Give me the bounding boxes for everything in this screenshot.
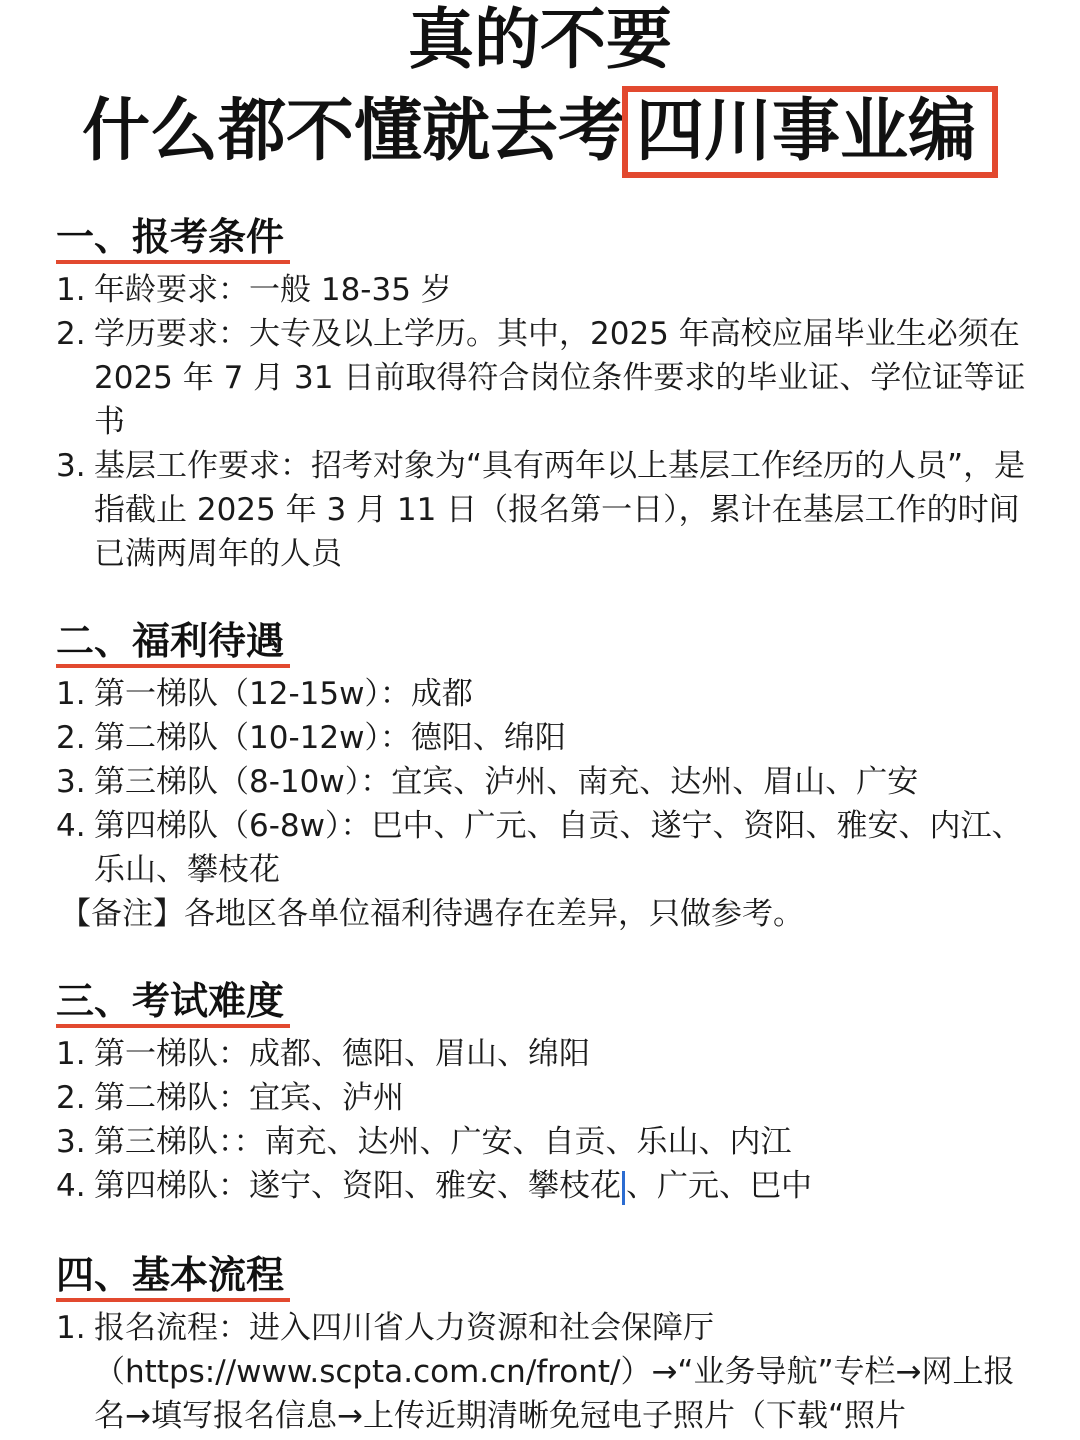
section-heading: 一、报考条件 bbox=[56, 214, 290, 264]
list-item bbox=[56, 804, 1036, 892]
section-heading: 二、福利待遇 bbox=[56, 618, 290, 668]
item-list bbox=[56, 1032, 1036, 1208]
item-text: 第二梯队（10-12w）：德阳、绵阳 bbox=[94, 720, 566, 756]
section-heading: 四、基本流程 bbox=[56, 1252, 290, 1302]
item-list bbox=[56, 268, 1036, 576]
list-item bbox=[56, 1120, 1036, 1164]
item-text: 第一梯队：成都、德阳、眉山、绵阳 bbox=[94, 1036, 590, 1072]
item-number: 3. bbox=[56, 448, 86, 484]
item-list bbox=[56, 672, 1036, 892]
item-text: 学历要求：大专及以上学历。其中，2025 年高校应届毕业生必须在 2025 年 7 月 31 日前取得符合岗位条件要求的毕业证、学位证等证书 bbox=[94, 316, 1026, 440]
item-text: 基层工作要求：招考对象为“具有两年以上基层工作经历的人员”，是指截止 2025 年 3 月 11 日（报名第一日），累计在基层工作的时间已满两周年的人员 bbox=[94, 448, 1026, 572]
page-title-line1 bbox=[0, 2, 1080, 78]
list-item bbox=[56, 312, 1036, 444]
list-item bbox=[56, 760, 1036, 804]
list-item bbox=[56, 672, 1036, 716]
item-number: 2. bbox=[56, 316, 86, 352]
item-text: 报名流程：进入四川省人力资源和社会保障厅（https://www.scpta.com.cn/front/）→“业务导航”专栏→网上报名→填写报名信息→上传近期清晰免冠电子照片（下载“照片 bbox=[94, 1310, 1015, 1434]
item-number: 4. bbox=[56, 808, 86, 844]
list-item bbox=[56, 444, 1036, 576]
section-eligibility bbox=[56, 214, 1036, 576]
item-number: 2. bbox=[56, 720, 86, 756]
item-text: 第四梯队（6-8w）：巴中、广元、自贡、遂宁、资阳、雅安、内江、乐山、攀枝花 bbox=[94, 808, 1023, 888]
list-item bbox=[56, 1306, 1036, 1438]
title-line1-text: 真的不要 bbox=[408, 1, 672, 78]
list-item bbox=[56, 1076, 1036, 1120]
item-number: 2. bbox=[56, 1080, 86, 1116]
list-item bbox=[56, 1164, 1036, 1208]
item-text: 第一梯队（12-15w）：成都 bbox=[94, 676, 473, 712]
list-item bbox=[56, 1032, 1036, 1076]
section-benefits bbox=[56, 618, 1036, 936]
item-number: 1. bbox=[56, 676, 86, 712]
item-number: 1. bbox=[56, 1036, 86, 1072]
item-list bbox=[56, 1306, 1036, 1438]
item-text-after-caret: 、广元、巴中 bbox=[626, 1168, 812, 1204]
item-text: 第三梯队：：南充、达州、广安、自贡、乐山、内江 bbox=[94, 1124, 792, 1160]
item-number: 1. bbox=[56, 1310, 86, 1346]
item-number: 3. bbox=[56, 764, 86, 800]
section-difficulty bbox=[56, 978, 1036, 1208]
item-number: 1. bbox=[56, 272, 86, 308]
list-item bbox=[56, 268, 1036, 312]
item-number: 3. bbox=[56, 1124, 86, 1160]
section-process bbox=[56, 1252, 1036, 1438]
title-line2-prefix: 什么都不懂就去考 bbox=[81, 92, 626, 171]
item-text: 第二梯队：宜宾、泸州 bbox=[94, 1080, 404, 1116]
section-heading: 三、考试难度 bbox=[56, 978, 290, 1028]
item-text: 第三梯队（8-10w）：宜宾、泸州、南充、达州、眉山、广安 bbox=[94, 764, 919, 800]
item-text: 年龄要求：一般 18-35 岁 bbox=[94, 272, 452, 308]
page-title-line2 bbox=[0, 86, 1080, 178]
benefits-note: 【备注】各地区各单位福利待遇存在差异，只做参考。 bbox=[60, 896, 804, 932]
item-text-before-caret: 第四梯队：遂宁、资阳、雅安、攀枝花 bbox=[94, 1168, 621, 1204]
title-highlight-box: 四川事业编 bbox=[622, 86, 998, 178]
item-number: 4. bbox=[56, 1168, 86, 1204]
list-item bbox=[56, 716, 1036, 760]
text-cursor bbox=[622, 1171, 625, 1205]
